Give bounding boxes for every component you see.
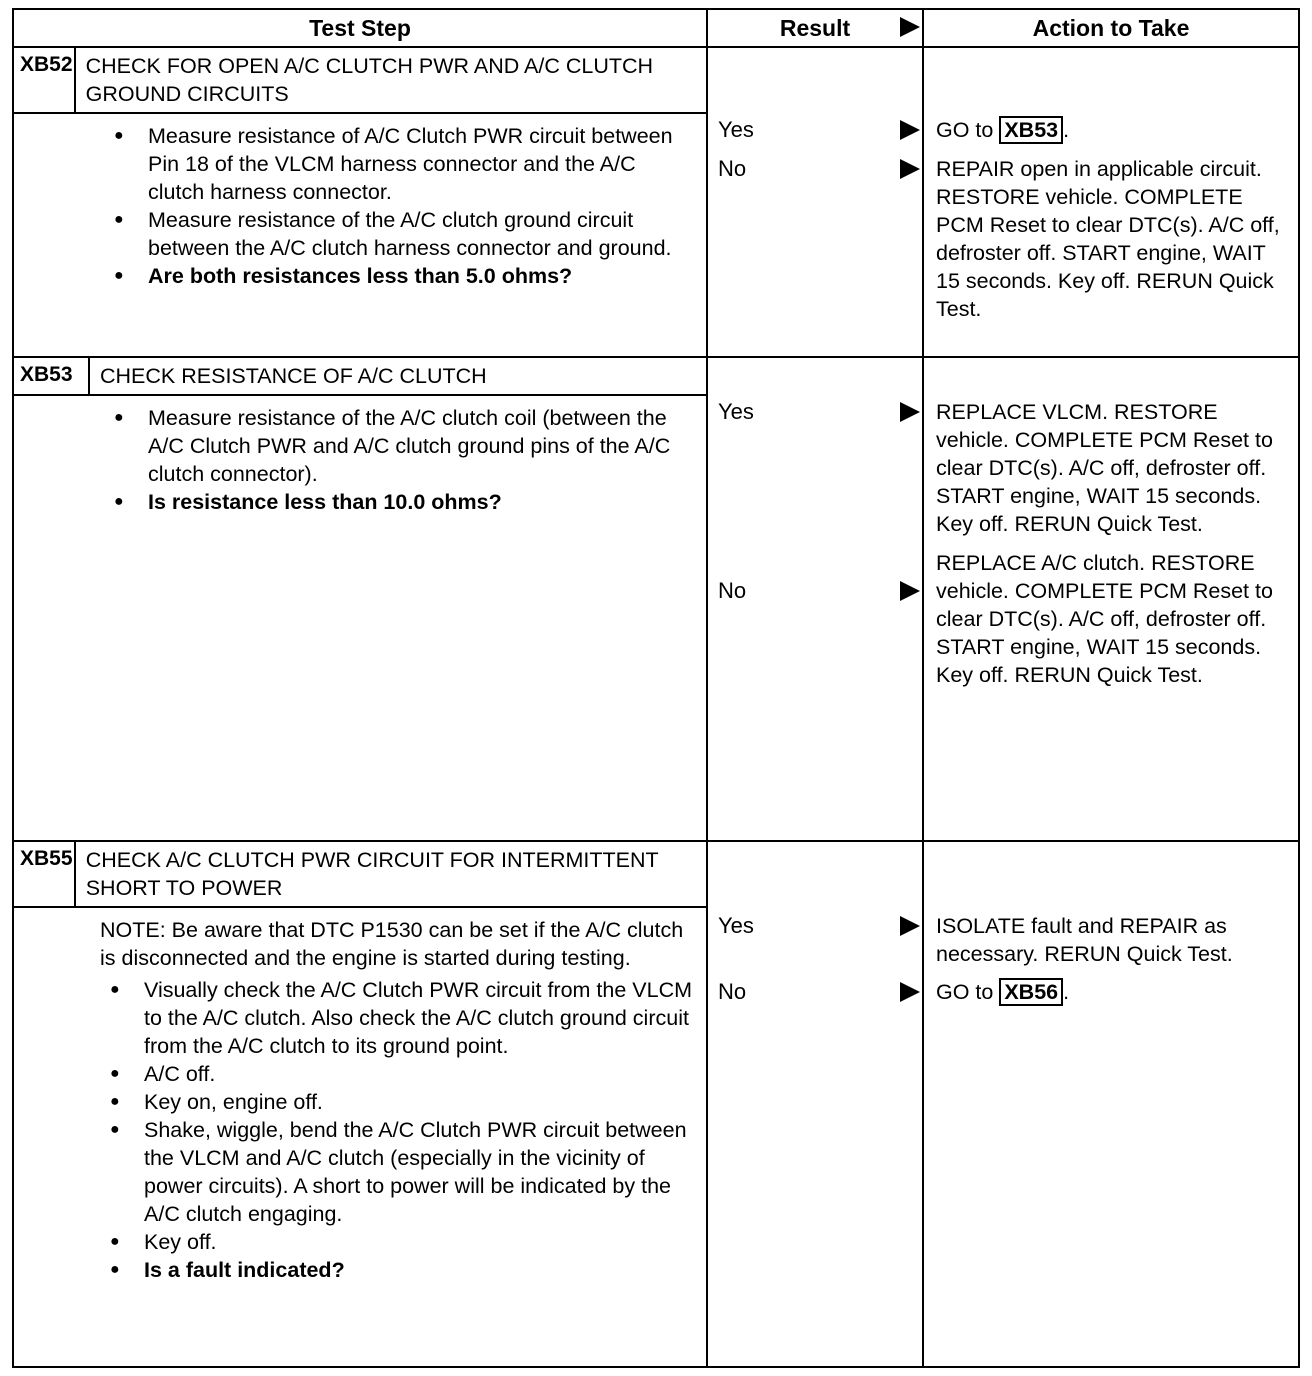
step-title: CHECK A/C CLUTCH PWR CIRCUIT FOR INTERMITTENT SHORT TO POWER: [85, 848, 659, 900]
action-text: .: [1063, 118, 1070, 142]
step-title: CHECK FOR OPEN A/C CLUTCH PWR AND A/C CLUTCH GROUND CIRCUITS: [85, 54, 654, 106]
step-bullet: ● A/C off.: [20, 1060, 696, 1088]
step-bullet: ● Key off.: [20, 1228, 696, 1256]
action-no: REPLACE A/C clutch. RESTORE vehicle. COMPLETE PCM Reset to clear DTC(s). A/C off, defroster off. START engine, WAIT 15 seconds. Key off. RERUN Quick Test.: [936, 551, 1273, 687]
result-no: [708, 577, 922, 605]
step-question: ● Is a fault indicated?: [20, 1256, 696, 1284]
step-id: XB55: [14, 842, 76, 906]
result-no: [708, 155, 922, 183]
result-label: Yes: [718, 117, 754, 142]
step-note: NOTE: Be aware that DTC P1530 can be set if the A/C clutch is disconnected and the engine is started during testing.: [100, 918, 684, 970]
result-no: [708, 978, 922, 1006]
header-action: Action to Take: [923, 9, 1299, 47]
arrow-right-icon: [900, 982, 920, 1002]
result-yes: [708, 398, 922, 426]
step-bullet: ● Visually check the A/C Clutch PWR circuit from the VLCM to the A/C clutch. Also check the A/C clutch ground circuit from the A/C clutch to its ground point.: [20, 976, 696, 1060]
result-cell: [707, 841, 923, 1367]
step-reference-link[interactable]: XB53: [999, 116, 1063, 144]
header-result-label: Result: [779, 14, 851, 41]
test-step-cell: [13, 841, 707, 1367]
step-body: [14, 908, 706, 1290]
step-bullet: ● Key on, engine off.: [20, 1088, 696, 1116]
action-no: REPAIR open in applicable circuit. RESTORE vehicle. COMPLETE PCM Reset to clear DTC(s). A/C off, defroster off. START engine, WAIT 15 seconds. Key off. RERUN Quick Test.: [936, 157, 1280, 321]
result-label: No: [718, 578, 747, 603]
step-bullet: ● Shake, wiggle, bend the A/C Clutch PWR circuit between the VLCM and A/C clutch (especially in the vicinity of power circuits). A short to power will be indicated by the A/C clutch engaging.: [20, 1116, 696, 1228]
arrow-right-icon: [900, 120, 920, 140]
step-question: ● Is resistance less than 10.0 ohms?: [20, 488, 696, 516]
test-step-cell: [13, 357, 707, 841]
step-body: [14, 396, 706, 522]
header-row: [13, 9, 1299, 47]
action-no: [924, 978, 1298, 1006]
action-yes: ISOLATE fault and REPAIR as necessary. RERUN Quick Test.: [936, 914, 1233, 966]
step-row-xb53: [13, 357, 1299, 841]
step-row-xb52: [13, 47, 1299, 357]
arrow-right-icon: [900, 402, 920, 422]
result-yes: [708, 116, 922, 144]
arrow-right-icon: [900, 159, 920, 179]
result-label: Yes: [718, 399, 754, 424]
result-label: Yes: [718, 913, 754, 938]
result-cell: [707, 357, 923, 841]
test-step-cell: [13, 47, 707, 357]
arrow-right-icon: [900, 17, 920, 37]
action-cell: [923, 47, 1299, 357]
action-yes: [924, 116, 1298, 144]
result-yes: [708, 912, 922, 940]
diagnostic-table: [12, 8, 1300, 1368]
result-label: No: [718, 979, 747, 1004]
action-cell: [923, 841, 1299, 1367]
step-bullet: ● Measure resistance of the A/C clutch coil (between the A/C Clutch PWR and A/C clutch ground pins of the A/C clutch connector).: [20, 404, 696, 488]
step-bullet: ● Measure resistance of the A/C clutch ground circuit between the A/C clutch harness connector and ground.: [20, 206, 696, 262]
step-reference-link[interactable]: XB56: [999, 978, 1063, 1006]
step-id: XB52: [14, 48, 76, 112]
action-cell: [923, 357, 1299, 841]
step-title: CHECK RESISTANCE OF A/C CLUTCH: [100, 364, 487, 388]
action-text: GO to: [936, 118, 1000, 142]
header-test-step: Test Step: [13, 9, 707, 47]
step-id: XB53: [14, 358, 90, 394]
result-cell: [707, 47, 923, 357]
step-header: [14, 842, 708, 908]
action-text: GO to: [936, 980, 1000, 1004]
action-text: .: [1063, 980, 1070, 1004]
step-body: [14, 114, 706, 296]
step-row-xb55: [13, 841, 1299, 1367]
action-yes: REPLACE VLCM. RESTORE vehicle. COMPLETE PCM Reset to clear DTC(s). A/C off, defroster off. START engine, WAIT 15 seconds. Key off. RERUN Quick Test.: [936, 400, 1273, 536]
result-label: No: [718, 156, 747, 181]
step-header: [14, 48, 708, 114]
step-bullet: ● Measure resistance of A/C Clutch PWR circuit between Pin 18 of the VLCM harness connector and the A/C clutch harness connector.: [20, 122, 696, 206]
arrow-right-icon: [900, 581, 920, 601]
header-result: [707, 9, 923, 47]
step-header: [14, 358, 708, 396]
arrow-right-icon: [900, 916, 920, 936]
step-question: ● Are both resistances less than 5.0 ohms?: [20, 262, 696, 290]
